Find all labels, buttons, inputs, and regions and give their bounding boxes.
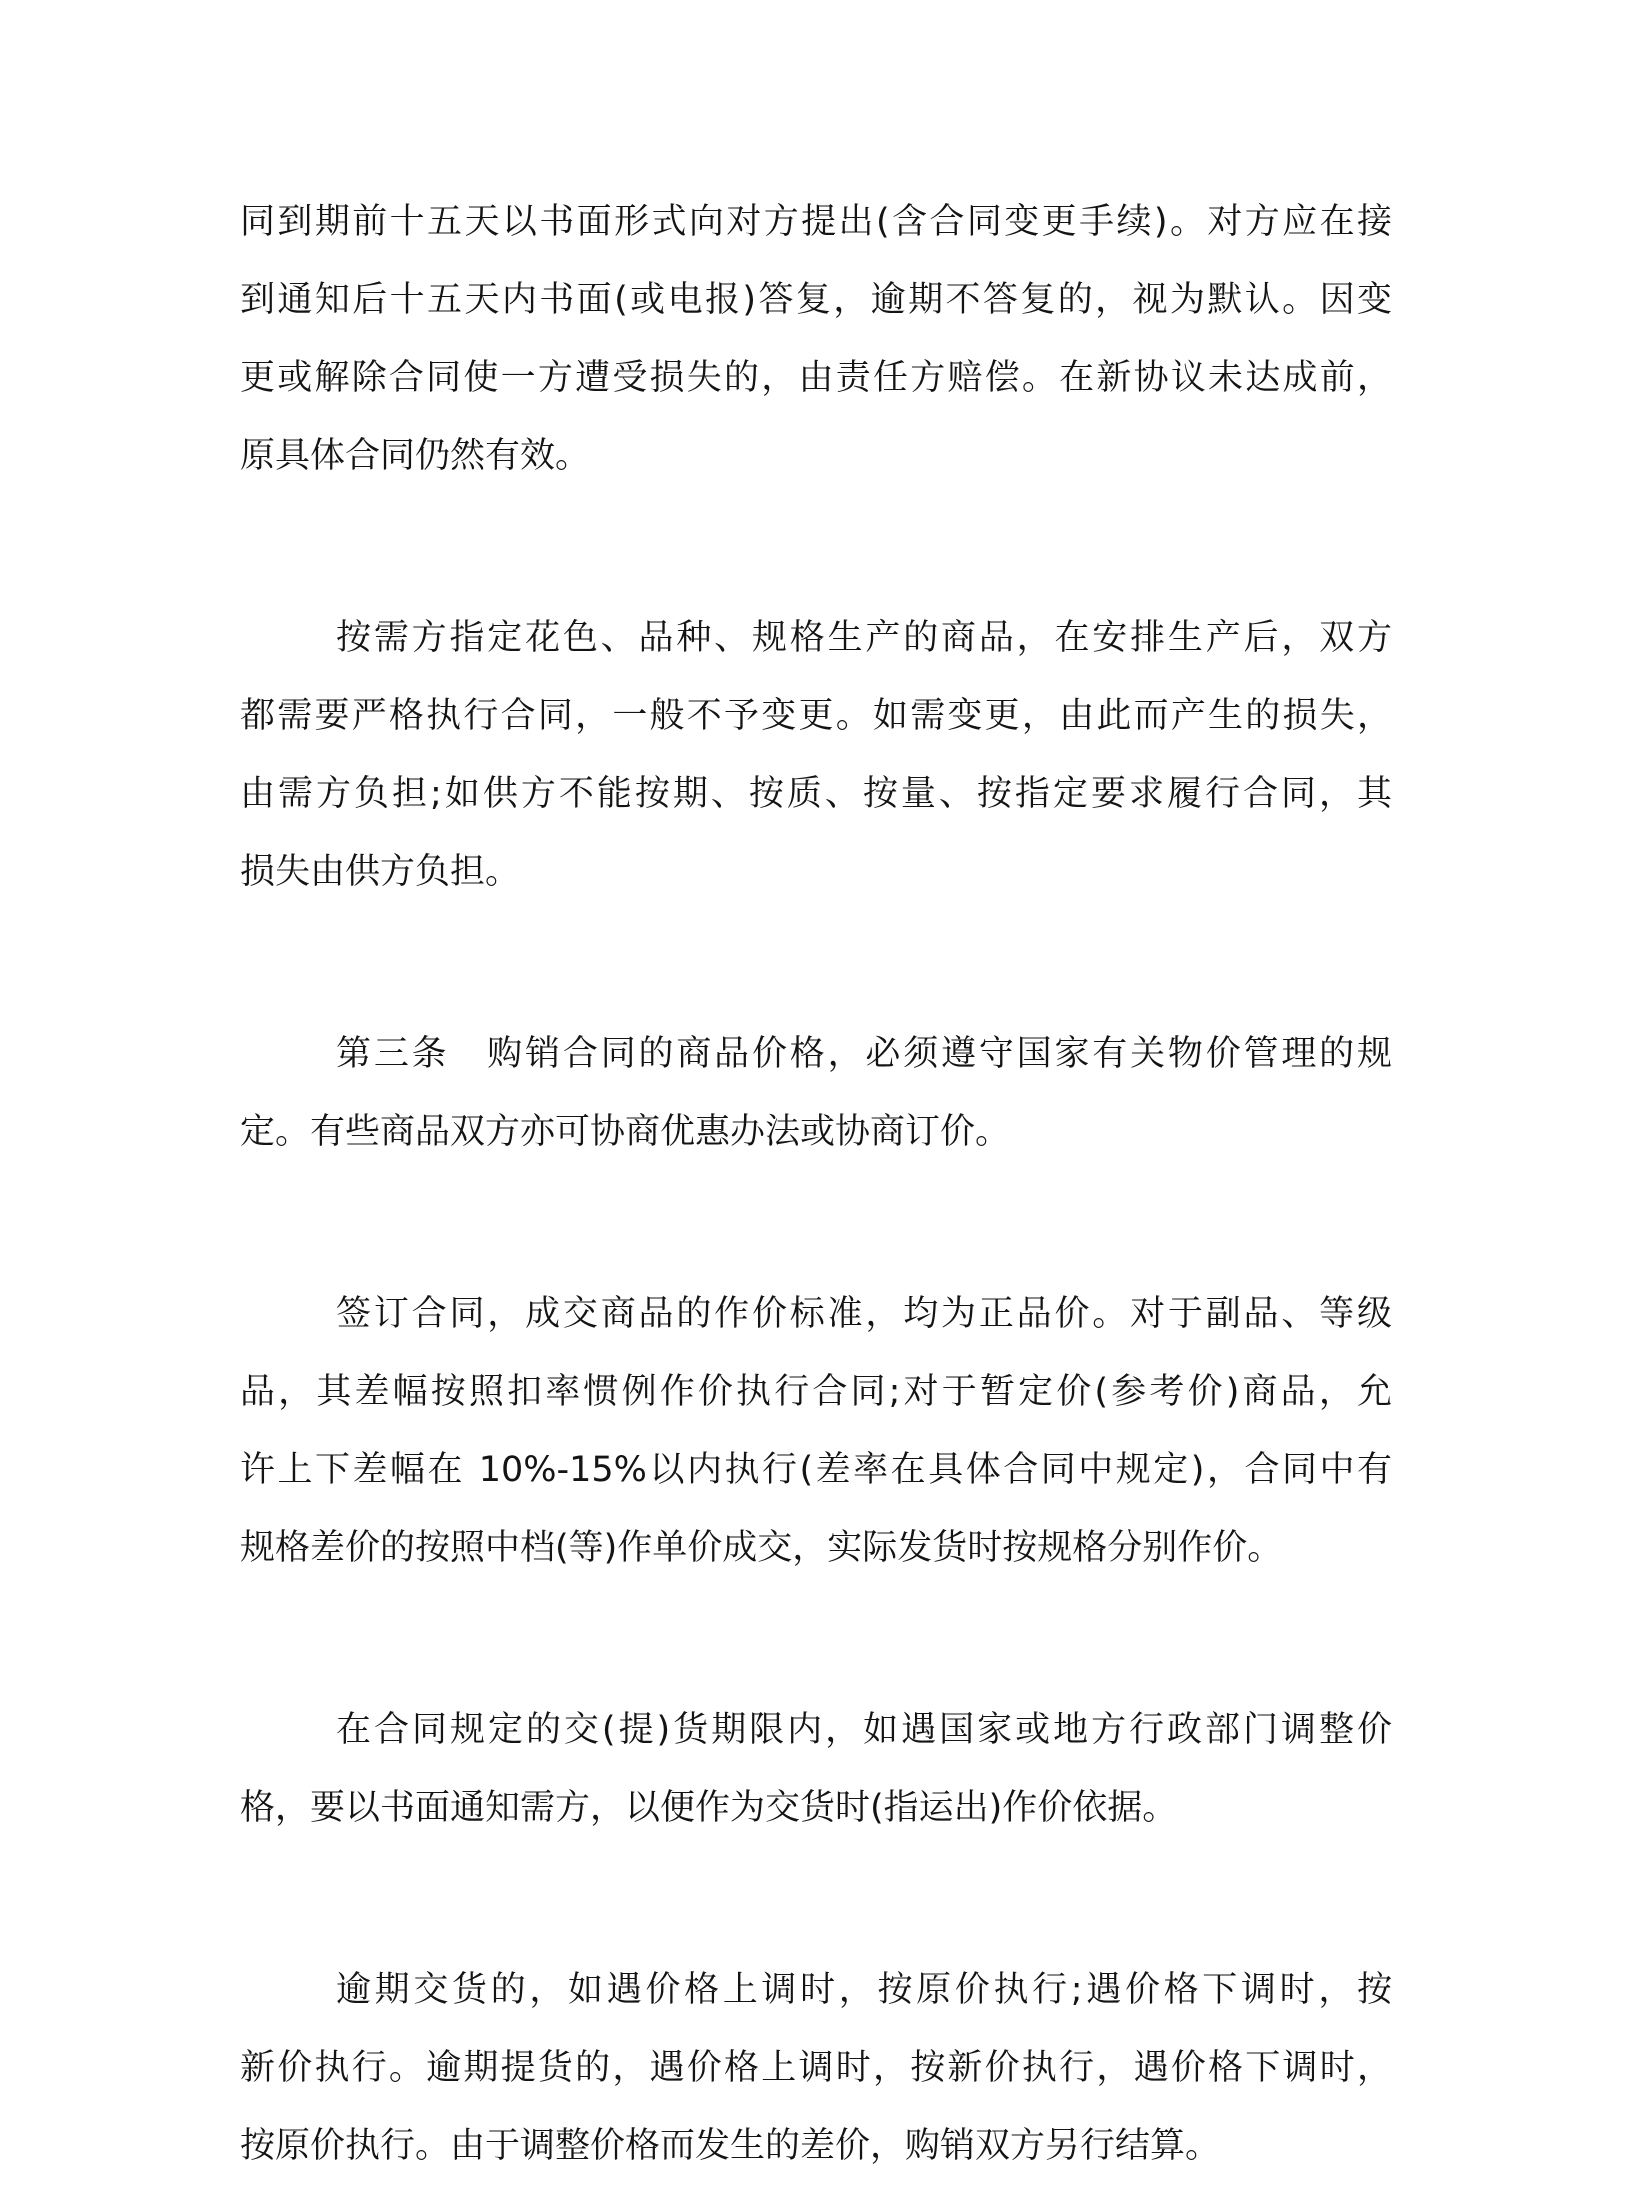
text-line: 都需要严格执行合同，一般不予变更。如需变更，由此而产生的损失，	[240, 696, 1392, 736]
text-line: 更或解除合同使一方遭受损失的，由责任方赔偿。在新协议未达成前，	[240, 358, 1392, 398]
paragraph-6	[240, 1955, 1392, 2189]
text-line: 在合同规定的交(提)货期限内，如遇国家或地方行政部门调整价	[336, 1710, 1392, 1750]
text-line: 同到期前十五天以书面形式向对方提出(含合同变更手续)。对方应在接	[240, 202, 1392, 242]
text-line: 品，其差幅按照扣率惯例作价执行合同;对于暂定价(参考价)商品，允	[240, 1372, 1392, 1412]
text-line: 按原价执行。由于调整价格而发生的差价，购销双方另行结算。	[240, 2126, 1221, 2166]
paragraph-4	[240, 1279, 1392, 1591]
text-line: 许上下差幅在 10%-15%以内执行(差率在具体合同中规定)，合同中有	[240, 1450, 1392, 1490]
paragraph-2	[240, 603, 1392, 915]
text-line: 定。有些商品双方亦可协商优惠办法或协商订价。	[240, 1112, 1011, 1152]
text-line: 损失由供方负担。	[240, 852, 521, 892]
text-line: 规格差价的按照中档(等)作单价成交，实际发货时按规格分别作价。	[240, 1528, 1283, 1568]
text-line: 格，要以书面通知需方，以便作为交货时(指运出)作价依据。	[240, 1788, 1178, 1828]
document-body	[240, 187, 1392, 2189]
text-line: 到通知后十五天内书面(或电报)答复，逾期不答复的，视为默认。因变	[240, 280, 1392, 320]
text-line: 按需方指定花色、品种、规格生产的商品，在安排生产后，双方	[336, 618, 1392, 658]
text-line: 由需方负担;如供方不能按期、按质、按量、按指定要求履行合同，其	[240, 774, 1392, 814]
text-line: 签订合同，成交商品的作价标准，均为正品价。对于副品、等级	[336, 1294, 1392, 1334]
text-line: 第三条 购销合同的商品价格，必须遵守国家有关物价管理的规	[336, 1034, 1392, 1074]
text-line: 原具体合同仍然有效。	[240, 436, 591, 476]
paragraph-1	[240, 187, 1392, 499]
paragraph-3	[240, 1019, 1392, 1175]
paragraph-5	[240, 1695, 1392, 1851]
text-line: 新价执行。逾期提货的，遇价格上调时，按新价执行，遇价格下调时，	[240, 2048, 1392, 2088]
text-line: 逾期交货的，如遇价格上调时，按原价执行;遇价格下调时，按	[336, 1970, 1392, 2010]
